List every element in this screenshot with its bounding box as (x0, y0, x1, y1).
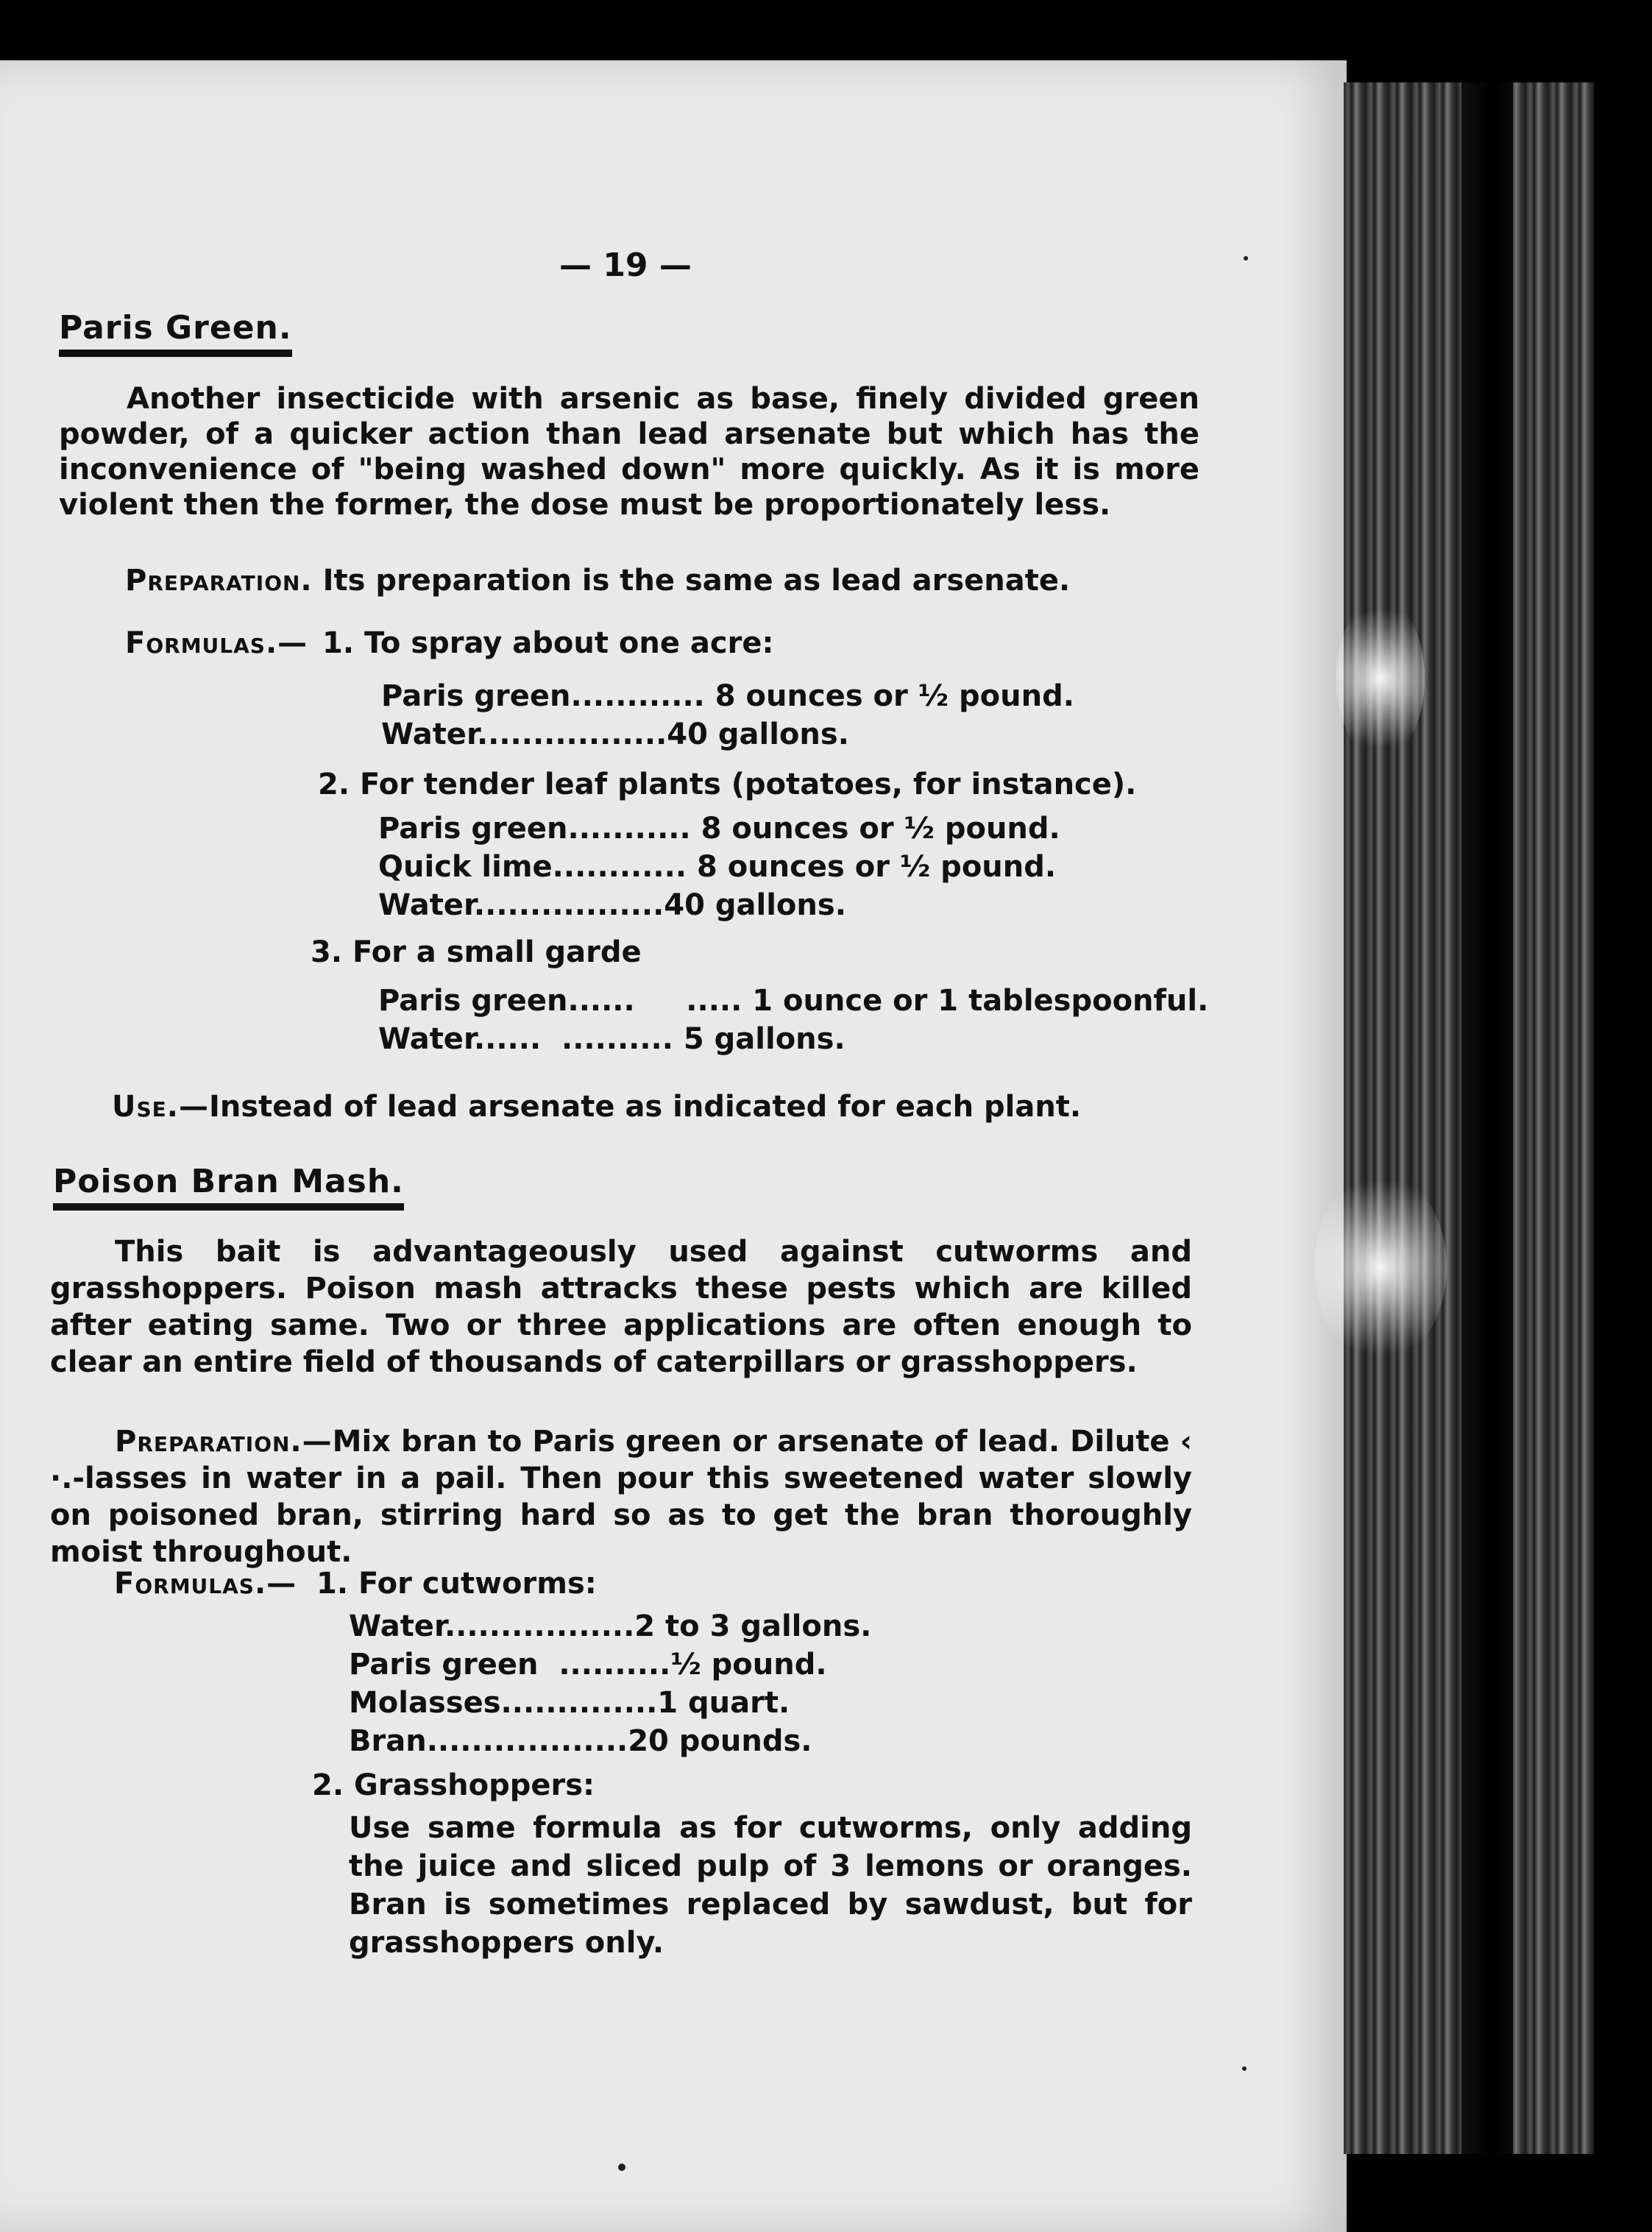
formula-3-title: 3. For a small garde (311, 935, 642, 969)
leader-dots: ................. (473, 888, 664, 922)
binding-shadow (1461, 82, 1513, 2154)
ingredient-name: Water (349, 1609, 444, 1643)
ingredient-name: Paris green (381, 679, 571, 713)
ingredient-amount: 1 ounce or 1 tablespoonful. (752, 984, 1209, 1018)
ingredient-amount: 8 ounces or ½ pound. (701, 812, 1060, 846)
paris-green-preparation (125, 561, 1070, 600)
ingredient-amount: 8 ounces or ½ pound. (715, 679, 1074, 713)
formulas-label: Formulas.— (114, 1567, 297, 1601)
light-glare (1314, 1172, 1447, 1363)
ingredient-name: Water (381, 718, 477, 751)
ingredient-name: Quick lime (378, 850, 553, 884)
leader-dots: .................. (426, 1724, 628, 1758)
ingredient-amount: 40 gallons. (664, 888, 846, 922)
leader-dots: .............. (500, 1686, 658, 1720)
formula-row (381, 715, 849, 754)
formula-row (378, 886, 846, 924)
preparation-label: Preparation. (125, 564, 313, 598)
paris-green-use (112, 1088, 1081, 1126)
leader-dots: .......... (538, 1648, 671, 1682)
ingredient-amount: ½ pound. (670, 1648, 827, 1682)
leader-dots: ................. (476, 718, 667, 751)
leader-dots: ...... .......... (473, 1022, 673, 1056)
formula-row (349, 1645, 827, 1684)
page-edge-stack (1344, 82, 1594, 2154)
formula-row (349, 1684, 790, 1722)
formula-1-title: 1. For cutworms: (316, 1567, 597, 1601)
formula-row (378, 1020, 846, 1058)
leader-dots: ...... ..... (567, 984, 742, 1018)
ingredient-amount: 40 gallons. (667, 718, 849, 751)
paper-speck (1244, 256, 1248, 261)
paper-speck (1242, 2066, 1247, 2071)
poison-bran-intro: This bait is advantageously used against cutworms and grasshoppers. Poison mash attracks these pests which are killed after eating same. Two or three applications are often enough to clear an entire field of thousands of caterpillars or grasshoppers. (50, 1235, 1192, 1379)
preparation-text: Mix bran to Paris green or arsenate of lead. Dilute ‹ ·.-lasses in water in a pail. Then pour this sweetened water slowly on poisoned bran, stirring hard so as to get the bran thoroughly moist throughout. (50, 1425, 1192, 1569)
paris-green-intro: Another insecticide with arsenic as base, finely divided green powder, of a quicker action than lead arsenate but which has the inconvenience of "being washed down" more quickly. As it is more violent then the former, the dose must be proportionately less. (59, 382, 1199, 522)
formula-2-text: Use same formula as for cutworms, only adding the juice and sliced pulp of 3 lemons or oranges. Bran is sometimes replaced by sawdust, but for grasshoppers only. (349, 1811, 1192, 1960)
formula-2-title: 2. For tender leaf plants (potatoes, for instance). (318, 768, 1137, 801)
section-heading-paris-green: Paris Green. (59, 309, 292, 357)
leader-dots: ............ (570, 679, 705, 713)
section-heading-poison-bran-mash: Poison Bran Mash. (53, 1163, 404, 1211)
page-number: — 19 — (559, 247, 692, 284)
ingredient-amount: 1 quart. (657, 1686, 790, 1720)
leader-dots: ........... (567, 812, 691, 846)
preparation-label: Preparation.— (115, 1425, 333, 1459)
ingredient-name: Paris green (378, 984, 568, 1018)
preparation-text: Its preparation is the same as lead arsenate. (322, 564, 1071, 598)
ingredient-name: Water (378, 888, 474, 922)
ingredient-name: Paris green (349, 1648, 539, 1682)
ingredient-amount: 5 gallons. (683, 1022, 846, 1056)
formula-1-title: 1. To spray about one acre: (322, 626, 774, 660)
ingredient-name: Molasses (349, 1686, 501, 1720)
formula-row (349, 1607, 871, 1645)
leader-dots: ................. (444, 1609, 635, 1643)
ingredient-amount: 8 ounces or ½ pound. (696, 850, 1057, 884)
ingredient-name: Bran (349, 1724, 427, 1758)
poison-bran-preparation (50, 1423, 1192, 1570)
formula-row (381, 677, 1074, 715)
formulas-label: Formulas.— (125, 626, 308, 660)
ingredient-amount: 2 to 3 gallons. (634, 1609, 872, 1643)
use-label: Use.— (112, 1090, 209, 1124)
formula-row (378, 848, 1056, 886)
ingredient-amount: 20 pounds. (628, 1724, 812, 1758)
light-glare (1336, 598, 1425, 759)
formula-2-title: 2. Grasshoppers: (312, 1768, 595, 1802)
ingredient-name: Water (378, 1022, 474, 1056)
formula-row (378, 809, 1060, 848)
paper-speck (618, 2164, 625, 2171)
formula-row (349, 1722, 812, 1760)
leader-dots: ............ (552, 850, 687, 884)
ingredient-name: Paris green (378, 812, 568, 846)
formula-row (378, 982, 1208, 1020)
use-text: Instead of lead arsenate as indicated for each plant. (208, 1090, 1082, 1124)
